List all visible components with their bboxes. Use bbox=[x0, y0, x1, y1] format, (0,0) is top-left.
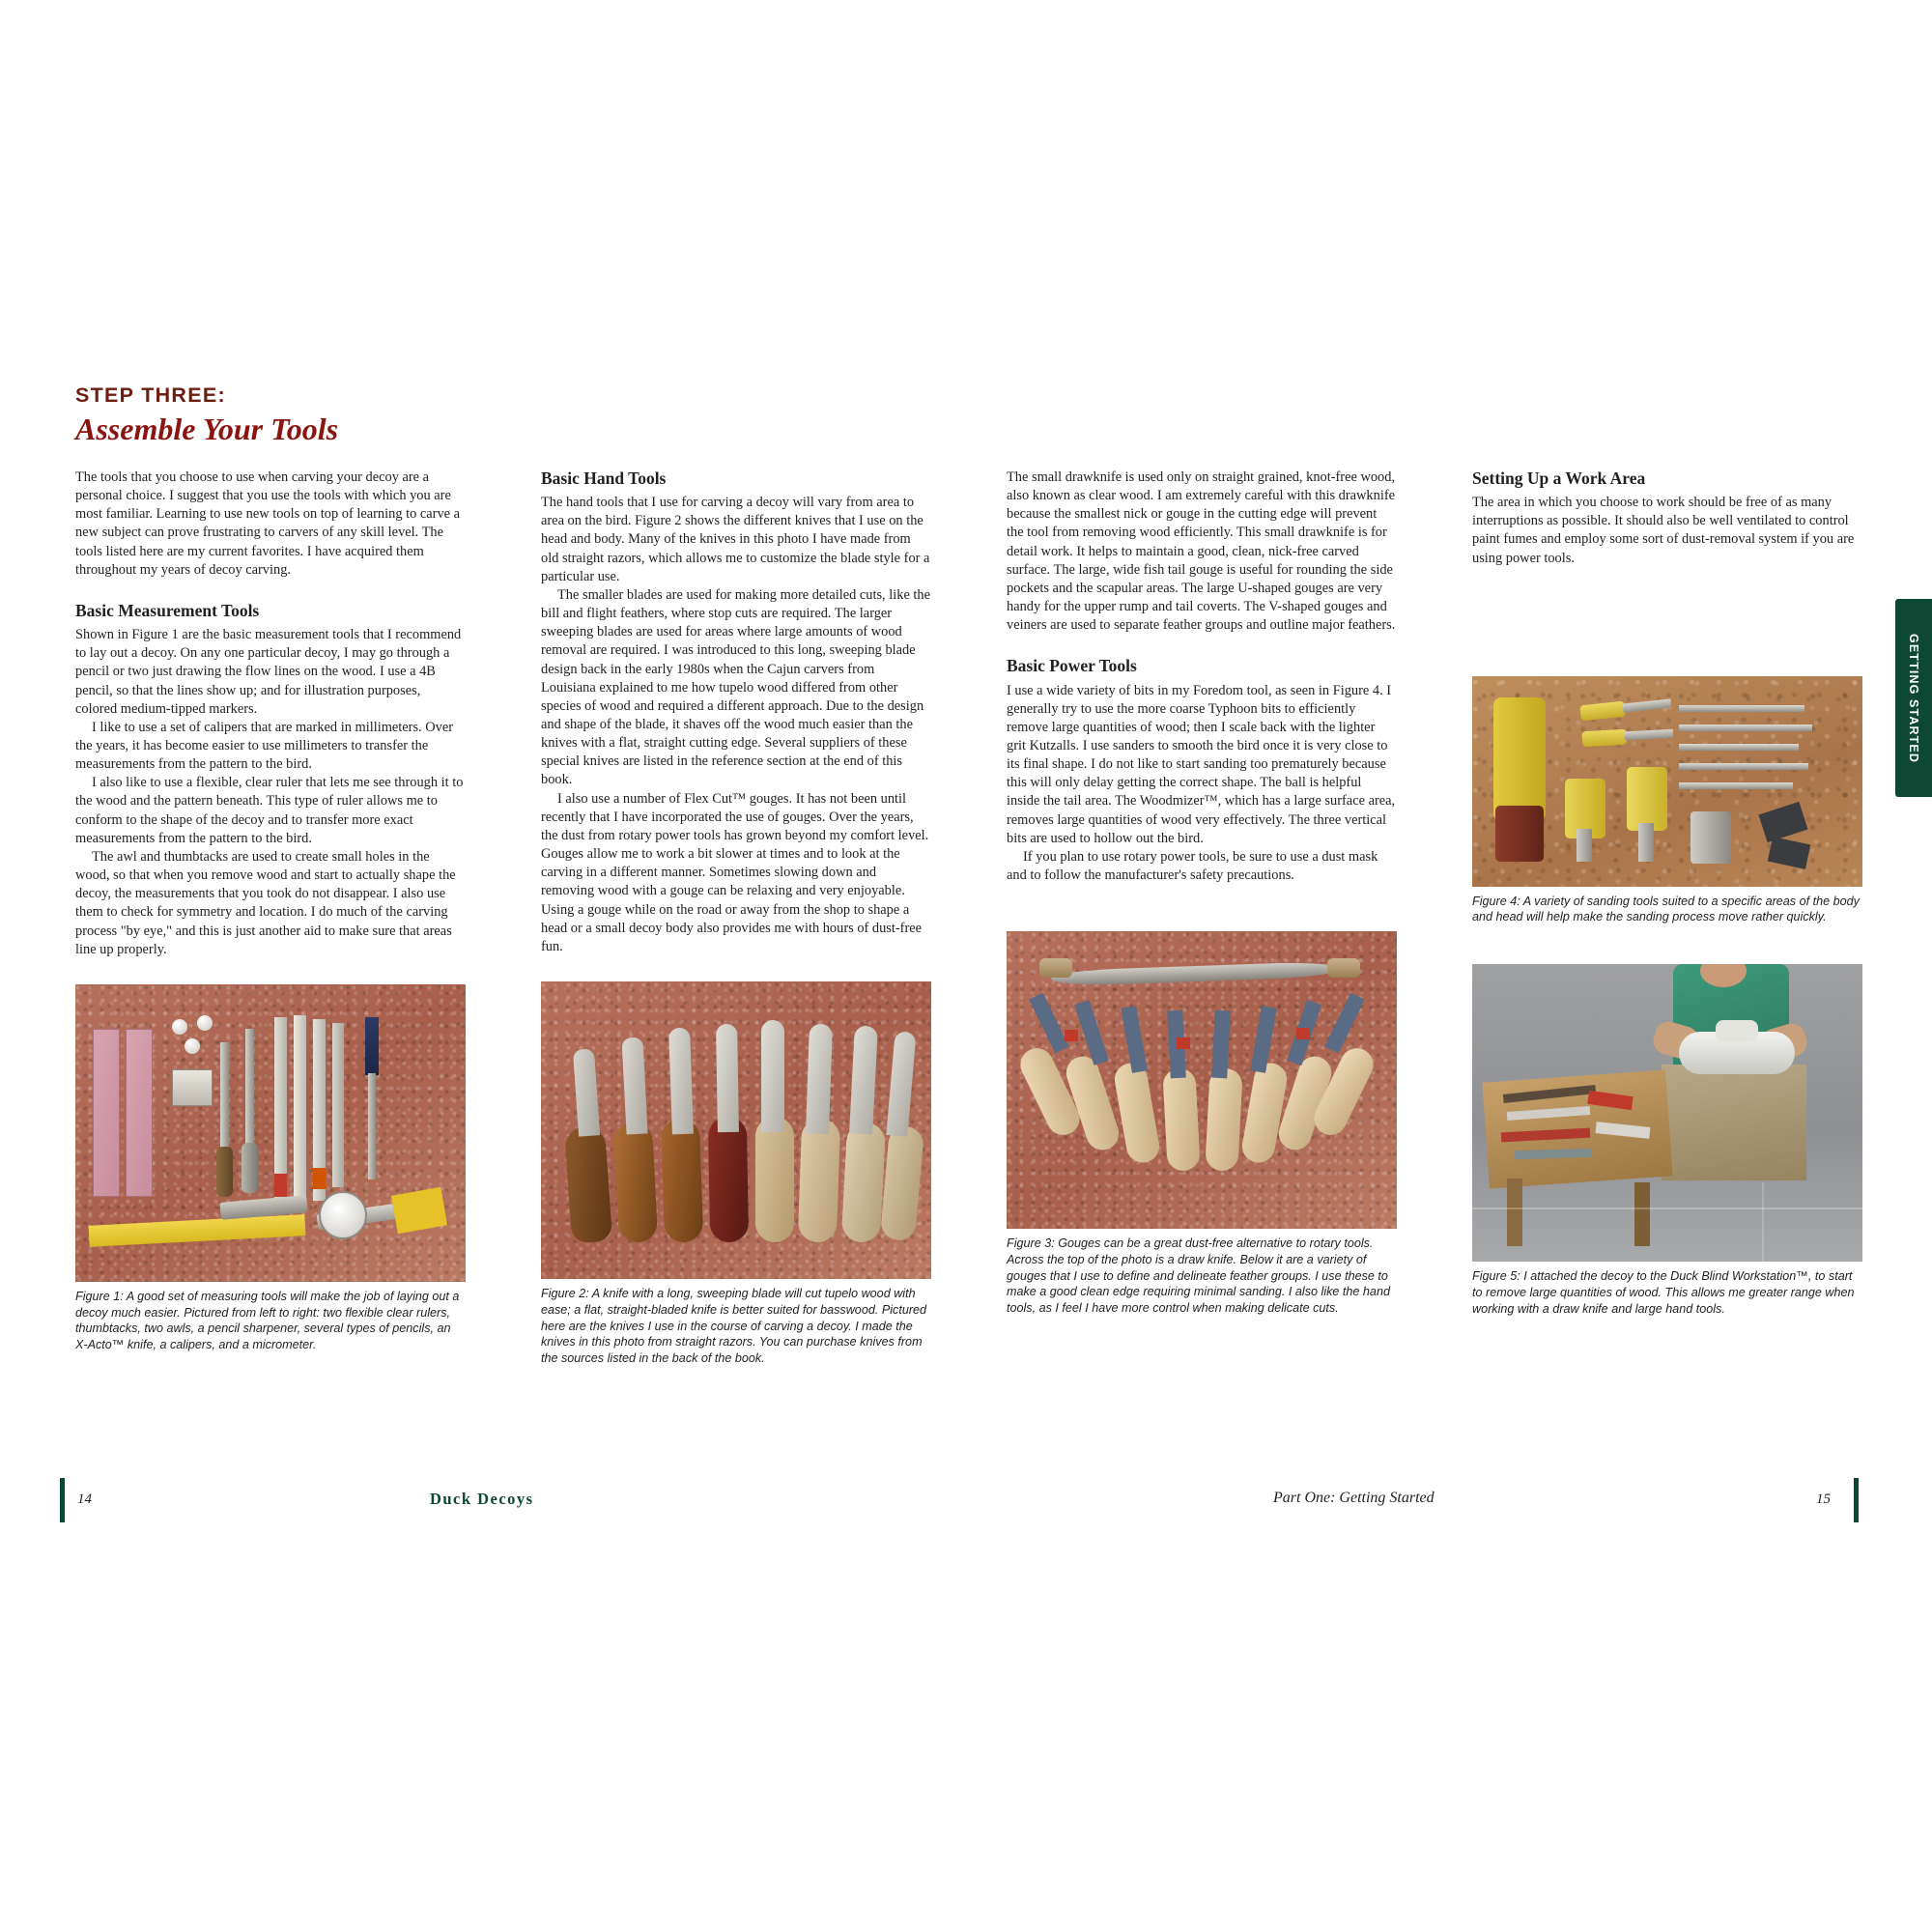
figure-1-caption: Figure 1: A good set of measuring tools will make the job of laying out a decoy much easier. Pictured from left to right: two flexible clear rulers, thumbtacks, two awls, a pencil sharpener, several types of pencils, an X-Acto™ knife, a calipers, and a micrometer. bbox=[75, 1289, 460, 1352]
figure-3-photo bbox=[1007, 931, 1397, 1229]
page-number-left: 14 bbox=[77, 1492, 92, 1507]
heading-setting-up-work-area: Setting Up a Work Area bbox=[1472, 469, 1646, 488]
figure-2-photo bbox=[541, 981, 931, 1279]
heading-basic-measurement-tools: Basic Measurement Tools bbox=[75, 600, 260, 620]
running-head-right: Part One: Getting Started bbox=[1273, 1490, 1435, 1506]
col3-paragraph-1: The small drawknife is used only on straight grained, knot-free wood, also known as clear wood. I am extremely careful with this drawknife because the smallest nick or gouge in the cutting edge will prevent the tool from removing wood efficiently. This small drawknife is for detail work. It helps to maintain a good, clean, nick-free carved surface. The large, wide fish tail gouge is useful for rounding the side pockets and the scapular areas. The large U-shaped gouges are very handy for the upper rump and tail coverts. The V-shaped gouges and veiners are used to separate feather groups and outline major feathers. bbox=[1007, 469, 1396, 634]
col1-paragraph-1: Shown in Figure 1 are the basic measurement tools that I recommend to lay out a decoy. On any one particular decoy, I may go through a pencil or two just drawing the flow lines on the wood. I use a 4B pencil, so that the lines show up; and for illustration purposes, colored medium-tipped markers. bbox=[75, 627, 462, 717]
section-tab-label: GETTING STARTED bbox=[1907, 633, 1920, 763]
col2-paragraph-1: The hand tools that I use for carving a decoy will vary from area to area on the bird. Figure 2 shows the different knives that I use on the head and body. Many of the knives in this photo I have made from old straight razors, which allows me to customize the blade style for a particular use. bbox=[541, 495, 930, 584]
column-container bbox=[75, 469, 1862, 1367]
figure-3 bbox=[1007, 931, 1397, 1317]
col1-paragraph-3: I also like to use a flexible, clear ruler that lets me see through it to the wood and the pattern beneath. This type of ruler allows me to conform to the shape of the decoy and to transfer more exact measurements from the pattern to the bird. bbox=[75, 775, 464, 846]
figure-4 bbox=[1472, 676, 1862, 925]
col2-paragraph-3: I also use a number of Flex Cut™ gouges. It has not been until recently that I have incorporated the use of gouges. Over the years, the dust from rotary power tools has grown beyond my comfort level. Gouges allow me to work a bit slower at times and to look at the carving in a different manner. Sometimes slowing down and removing wood with a gouge can be relaxing and very enjoyable. Using a gouge while on the road or away from the shop to shape a head or a small decoy body also provides me with hours of dust-free fun. bbox=[541, 790, 929, 954]
col1-paragraph-4: The awl and thumbtacks are used to create small holes in the wood, so that when you remove wood and start to actually shape the decoy, the measurements that you took do not disappear. I also use them to check for symmetry and location. I do much of the carving process "by eye," and this is just another aid to make sure that areas line up properly. bbox=[75, 848, 456, 957]
col3-paragraph-3: If you plan to use rotary power tools, be sure to use a dust mask and to follow the manufacturer's safety precautions. bbox=[1007, 848, 1378, 884]
figure-5-caption: Figure 5: I attached the decoy to the Duck Blind Workstation™, to start to remove large quantities of wood. This allows me greater range when working with a draw knife and large hand tools. bbox=[1472, 1269, 1855, 1316]
section-tab-getting-started bbox=[1895, 599, 1932, 797]
figure-1-photo bbox=[75, 984, 466, 1282]
col1-paragraph-2: I like to use a set of calipers that are marked in millimeters. Over the years, it has become easier to use millimeters to transfer the measurements from the pattern to the bird. bbox=[75, 719, 454, 773]
column-2 bbox=[541, 469, 931, 1367]
footer-rule-right bbox=[1854, 1478, 1859, 1522]
col2-paragraph-2: The smaller blades are used for making more detailed cuts, like the bill and flight feathers, where stop cuts are required. The larger sweeping blades are used for areas where large amounts of wood removal are required. I was introduced to this long, sweeping blade design back in the early 1980s when the Cajun carvers from Louisiana explained to me how tupelo wood differed from other species of wood and required a different approach. Due to the design and shape of the blade, it shaves off the wood much easier than the knives with a flat, straight cutting edge. Several suppliers of these special knives are listed in the reference section at the end of this book. bbox=[541, 586, 931, 788]
footer-left bbox=[60, 1478, 910, 1522]
column-3 bbox=[1007, 469, 1397, 1367]
figure-1 bbox=[75, 984, 466, 1353]
col3-paragraph-2: I use a wide variety of bits in my Foredom tool, as seen in Figure 4. I generally try to use the more coarse Typhoon bits to efficiently remove large quantities of wood; then I scale back with the lighter grit Kutzalls. I use sanders to smooth the bird once it is very close to its final shape. I do not like to start sanding too prematurely because this will only delay getting the correct shape. The ball is helpful inside the tail area. The Woodmizer™, which has a large surface area, removes large quantities of wood very effectively. The three vertical bits are used to hollow out the bird. bbox=[1007, 682, 1396, 846]
running-head-left: Duck Decoys bbox=[430, 1490, 534, 1508]
intro-paragraph: The tools that you choose to use when carving your decoy are a personal choice. I suggest that you use the tools with which you are most familiar. Learning to use new tools on top of learning to carve a new subject can prove frustrating to carvers of any skill level. The tools listed here are my current favorites. I have acquired them throughout my years of decoy carving. bbox=[75, 469, 461, 578]
figure-3-caption: Figure 3: Gouges can be a great dust-free alternative to rotary tools. Across the top of the photo is a draw knife. Below it are a variety of gouges that I use to define and delineate feather groups. I use these to make a good clean edge requiring minimal sanding. I also like the hand tools, as I feel I have more control when making delicate cuts. bbox=[1007, 1236, 1390, 1316]
column-1 bbox=[75, 469, 466, 1367]
page-title: Assemble Your Tools bbox=[75, 411, 339, 446]
figure-2-caption: Figure 2: A knife with a long, sweeping blade will cut tupelo wood with ease; a flat, straight-bladed knife is better suited for basswood. Pictured here are the knives I use in the course of carving a decoy. I made the knives in this photo from straight razors. You can purchase knives from the sources listed in the back of the book. bbox=[541, 1287, 927, 1365]
col4-paragraph-1: The area in which you choose to work should be free of as many interruptions as possible. It should also be well ventilated to control paint fumes and employ some sort of dust-removal system if you are using power tools. bbox=[1472, 495, 1855, 566]
footer-rule-left bbox=[60, 1478, 65, 1522]
heading-basic-power-tools: Basic Power Tools bbox=[1007, 656, 1137, 676]
page-number-right: 15 bbox=[1816, 1492, 1831, 1507]
figure-5-photo bbox=[1472, 964, 1862, 1262]
page-header bbox=[75, 384, 655, 446]
heading-basic-hand-tools: Basic Hand Tools bbox=[541, 469, 667, 488]
footer-right bbox=[1005, 1478, 1874, 1522]
figure-4-photo bbox=[1472, 676, 1862, 887]
figure-5 bbox=[1472, 964, 1862, 1317]
figure-4-caption: Figure 4: A variety of sanding tools suited to a specific areas of the body and head will help make the sanding process move rather quickly. bbox=[1472, 894, 1860, 924]
figure-2 bbox=[541, 981, 931, 1367]
column-4 bbox=[1472, 469, 1862, 1367]
step-label: STEP THREE: bbox=[75, 384, 226, 407]
